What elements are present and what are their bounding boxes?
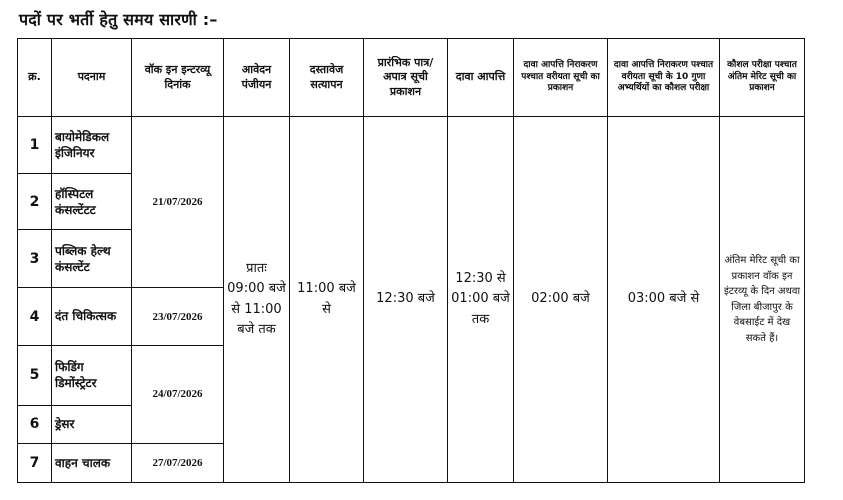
col-header-verification: दस्तावेज सत्यापन [290,39,364,117]
serial-number: 6 [18,405,52,443]
final-list-note: अंतिम मेरिट सूची का प्रकाशन वॉक इन इंटरव्यू के दिन अथवा जिला बीजापुर के वेबसाईट में देख सकते हैं। [720,117,805,483]
prelim-list-time: 12:30 बजे [364,117,448,483]
skill-test-time: 03:00 बजे से [608,117,720,483]
serial-number: 4 [18,288,52,345]
post-name: हॉस्पिटल कंसल्टेंटट [52,174,132,230]
col-header-merit-list: दावा आपत्ति निराकरण पश्चात वरीयता सूची का प्रकाशन [514,39,608,117]
table-row [18,117,805,174]
serial-number: 2 [18,174,52,230]
serial-number: 7 [18,443,52,482]
interview-date: 21/07/2026 [132,117,224,288]
claims-time: 12:30 से 01:00 बजे तक [448,117,514,483]
merit-list-time: 02:00 बजे [514,117,608,483]
serial-number: 3 [18,230,52,288]
verification-time: 11:00 बजे से [290,117,364,483]
post-name: दंत चिकित्सक [52,288,132,345]
registration-time: प्रातः 09:00 बजे से 11:00 बजे तक [224,117,290,483]
post-name: फिडिंग डिमोंस्ट्रेटर [52,345,132,405]
col-header-prelim-list: प्रारंभिक पात्र/अपात्र सूची प्रकाशन [364,39,448,117]
page-heading: पदों पर भर्ती हेतु समय सारणी :– [19,10,218,29]
header-row [18,39,805,117]
post-name: बायोमेडिकल इंजिनियर [52,117,132,174]
serial-number: 5 [18,345,52,405]
post-name: ड्रेसर [52,405,132,443]
post-name: पब्लिक हेल्थ कंसल्टेंट [52,230,132,288]
schedule-table [17,38,805,483]
interview-date: 24/07/2026 [132,345,224,443]
serial-number: 1 [18,117,52,174]
interview-date: 23/07/2026 [132,288,224,345]
post-name: वाहन चालक [52,443,132,482]
col-header-post: पदनाम [52,39,132,117]
col-header-serial: क्र. [18,39,52,117]
col-header-claims: दावा आपत्ति [448,39,514,117]
col-header-final-list: कौशल परीक्षा पश्चात अंतिम मेरिट सूची का प्रकाशन [720,39,805,117]
col-header-registration: आवेदन पंजीयन [224,39,290,117]
col-header-skill-test: दावा आपत्ति निराकरण पश्चात वरीयता सूची के 10 गुणा अभ्यर्थियों का कौशल परीक्षा [608,39,720,117]
col-header-interview-date: वॉक इन इन्टरव्यू दिनांक [132,39,224,117]
interview-date: 27/07/2026 [132,443,224,482]
